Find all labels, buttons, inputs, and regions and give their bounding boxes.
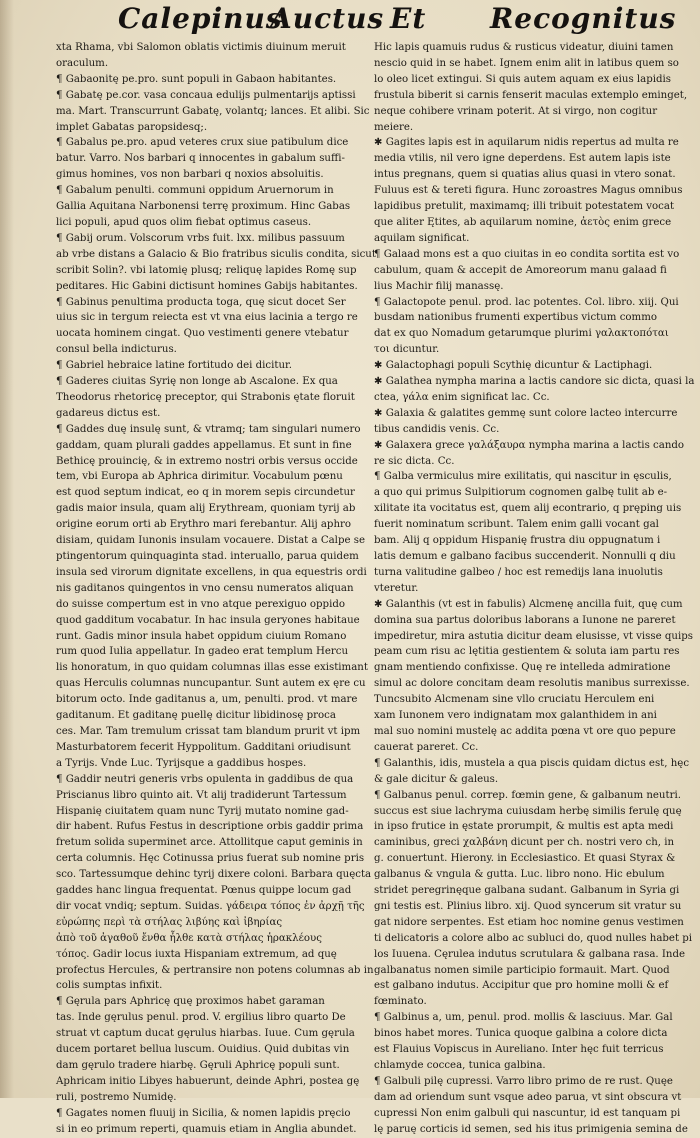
text-line: ✱ Galaxera grece γαλάξαυρα nympha marina a lactis cando: [374, 439, 685, 451]
text-line: consul bella indicturus.: [56, 344, 177, 356]
text-line: xam Iunonem vero indignatam mox galanthidem in ani: [374, 710, 657, 722]
text-line: ¶ Gabalus pe.pro. apud veteres crux siue patibulum dice: [56, 137, 349, 149]
text-line: oraculum.: [56, 57, 109, 69]
text-line: Masturbatorem fecerit Hyppolitum. Gadditani oriudisunt: [56, 741, 351, 753]
text-line: ¶ Galaad mons est a quo ciuitas in eo condita sortita est vo: [374, 248, 680, 260]
text-line: colis sumptas infixit.: [56, 980, 163, 992]
text-line: τόπος. Gadir locus iuxta Hispaniam extremum, ad quę: [56, 948, 337, 960]
text-line: Hispanię ciuitatem quam nunc Tyrij mutato nomine gad-: [56, 805, 349, 817]
text-line: ¶ Gagates nomen fluuij in Sicilia, & nomen lapidis pręcio: [56, 1107, 351, 1119]
text-line: lę paruę corticis id semen, sed his itus primigenia semina de: [374, 1123, 688, 1135]
text-line: fuerit nominatum scribunt. Talem enim galli vocant gal: [374, 519, 659, 531]
text-line: dam ad oriendum sunt vsque adeo parua, vt sint obscura vt: [374, 1091, 682, 1103]
text-line: si in eo primum reperti, quamuis etiam in Anglia abundet.: [56, 1123, 357, 1135]
text-line: ma. Mart. Transcurrunt Gabatę, volantq; lances. Et alibi. Sic: [56, 105, 370, 117]
text-line: Theodorus rhetoricę preceptor, qui Strabonis ętate floruit: [56, 391, 355, 403]
text-line: vteretur.: [374, 582, 419, 594]
text-line: gimus homines, vos non barbari q noxios absoluitis.: [56, 169, 324, 181]
running-header: [110, 2, 680, 42]
text-line: Gallia Aquitana Narbonensi terrę proximum. Hinc Gabas: [56, 201, 351, 213]
text-line: latis demum e galbano facibus succenderit. Nonnulli q diu: [374, 551, 676, 562]
right-text-column: [374, 40, 695, 1138]
text-line: ctea, γάλα enim significat lac. Cc.: [374, 391, 550, 403]
text-line: galbanus & vngula & gutta. Luc. libro nono. Hic ebulum: [374, 869, 665, 881]
text-line: ¶ Gaddes duę insulę sunt, & vtramq; tam singulari numero: [56, 423, 361, 435]
text-line: nis gaditanos quingentos in vno censu numeratos aliquan: [56, 582, 354, 594]
text-line: ptingentorum quinquaginta stad. interuallo, parua quidem: [56, 551, 359, 562]
text-line: ¶ Gabriel hebraice latine fortitudo dei dicitur.: [56, 360, 293, 372]
header-word-auctus: Auctus: [270, 2, 385, 35]
text-line: tem, vbi Europa ab Aphrica dirimitur. Vocabulum pœnu: [56, 471, 343, 483]
text-line: uius sic in tergum reiecta est vt vna eius lacinia a tergo re: [56, 312, 358, 324]
text-line: los Iuuena. Cęrulea indutus scrutulara & galbana rasa. Inde: [374, 948, 686, 960]
text-line: ✱ Galactophagi populi Scythię dicuntur & Lactiphagi.: [374, 360, 653, 372]
text-line: que aliter Ętites, ab aquilarum nomine, ἀετὸς enim grece: [374, 216, 672, 228]
text-line: domina sua partus doloribus laborans a Iunone ne pareret: [374, 614, 676, 626]
text-line: re sic dicta. Cc.: [374, 455, 455, 467]
text-line: stridet peregrinęque galbana sudant. Galbanum in Syria gi: [374, 885, 680, 897]
text-line: Priscianus libro quinto ait. Vt alij tradiderunt Tartessum: [56, 789, 347, 801]
text-line: est galbano indutus. Accipitur que pro homine molli & ef: [374, 980, 669, 992]
text-line: uocata hominem cingat. Quo vestimenti genere vtebatur: [56, 328, 349, 340]
text-line: gnam mentiendo confixisse. Quę re intelleda admiratione: [374, 662, 671, 674]
text-line: chlamyde coccea, tunica galbina.: [374, 1060, 546, 1071]
left-text-column: [56, 40, 376, 1138]
text-line: quod gadditum vocabatur. In hac insula geryones habitaue: [56, 614, 360, 626]
text-line: peditares. Hic Gabini dictisunt homines Gabijs habitantes.: [56, 280, 358, 292]
text-line: lius Machir filij manassę.: [374, 280, 504, 292]
text-line: ¶ Galactopote penul. prod. lac potentes. Col. libro. xiij. Qui: [374, 296, 679, 308]
text-line: ducem portaret bellua luscum. Ouidius. Quid dubitas vin: [56, 1044, 350, 1056]
text-line: a quo qui primus Sulpitiorum cognomen galbę tulit ab e-: [374, 487, 668, 499]
text-line: profectus Hercules, & pertransire non potens columnas ab in: [56, 964, 374, 976]
text-line: ✱ Galathea nympha marina a lactis candore sic dicta, quasi la: [374, 376, 695, 388]
text-line: frustula biberit si carnis fenserit maculas extemplo eminget,: [374, 89, 688, 101]
text-line: est quod septum indicat, eo q in morem sepis circundetur: [56, 487, 355, 499]
text-line: ¶ Gabalum penulti. communi oppidum Aruernorum in: [56, 185, 334, 197]
text-line: ¶ Gaderes ciuitas Syrię non longe ab Ascalone. Ex qua: [56, 376, 338, 388]
text-line: ἀπὸ τοῦ ἀγαθοῦ ἔνθα ἦλθε κατὰ στήλας ἡρακλέους: [56, 932, 322, 944]
text-line: gadareus dictus est.: [56, 407, 161, 419]
text-line: εὐρώπης περὶ τὰ στήλας λιβύης καὶ ἰβηρίας: [56, 916, 283, 928]
text-line: gadis maior insula, quam alij Erythream, quoniam tyrij ab: [56, 503, 356, 515]
text-line: simul ac dolore concitam deam resolutis manibus surrexisse.: [374, 678, 690, 690]
text-line: bam. Alij q oppidum Hispanię frustra diu oppugnatum i: [374, 535, 661, 547]
text-line: ¶ Gaddir neutri generis vrbs opulenta in gaddibus de qua: [56, 773, 354, 785]
text-line: tas. Inde gęrulus penul. prod. V. ergilius libro quarto De: [56, 1012, 346, 1024]
text-line: ¶ Galbanus penul. correp. fœmin gene, & galbanum neutri.: [374, 789, 681, 801]
text-line: do suisse compertum est in vno atque perexiguo oppido: [56, 598, 345, 610]
text-line: ti delicatoris a colore albo ac subluci do, quod nulles habet pi: [374, 932, 693, 944]
text-line: implet Gabatas paropsidesq;.: [56, 121, 208, 133]
text-line: cabulum, quam & accepit de Amoreorum manu galaad fi: [374, 264, 667, 276]
text-line: media vtilis, nil vero igne deperdens. Est autem lapis iste: [374, 153, 671, 165]
text-line: ¶ Gęrula pars Aphricę quę proximos habet garaman: [56, 996, 325, 1008]
text-line: lis honoratum, in quo quidam columnas illas esse existimant: [56, 662, 368, 674]
text-line: lo oleo licet extingui. Si quis autem aquam ex eius lapidis: [374, 73, 672, 85]
text-line: runt. Gadis minor insula habet oppidum ciuium Romano: [56, 630, 347, 642]
text-line: τοι dicuntur.: [374, 344, 440, 356]
text-line: lici populi, apud quos olim fiebat optimus caseus.: [56, 216, 312, 228]
text-line: busdam nationibus frumenti expertibus victum commo: [374, 312, 657, 324]
text-line: xta Rhama, vbi Salomon oblatis victimis diuinum meruit: [56, 42, 346, 53]
text-line: & gale dicitur & galeus.: [374, 773, 499, 785]
text-line: Hic lapis quamuis rudus & rusticus videatur, diuini tamen: [374, 42, 674, 53]
text-line: ¶ Galba vermiculus mire exilitatis, qui nascitur in ęsculis,: [374, 471, 672, 483]
text-line: gaditanum. Et gaditanę puellę dicitur libidinosę proca: [56, 710, 336, 722]
text-line: xilitate ita vocitatus est, quem alij econtrario, q pręping uis: [374, 503, 682, 515]
text-line: ¶ Gabij orum. Volscorum vrbs fuit. lxx. milibus passuum: [56, 232, 345, 244]
text-line: quas Herculis columnas nuncupantur. Sunt autem ex ęre cu: [56, 678, 366, 690]
text-line: ✱ Gagites lapis est in aquilarum nidis repertus ad multa re: [374, 137, 679, 149]
text-line: meiere.: [374, 121, 414, 133]
text-line: dam gęrulo tradere hiarbę. Gęruli Aphricę populi sunt.: [56, 1060, 340, 1071]
text-line: g. conuertunt. Hierony. in Ecclesiastico. Et quasi Styrax &: [374, 853, 676, 865]
text-line: gaddes hanc lingua frequentat. Pœnus quippe locum gad: [56, 885, 352, 897]
text-line: disiam, quidam Iunonis insulam vocauere. Distat a Calpe se: [56, 535, 365, 547]
text-line: gaddam, quam plurali gaddes appellamus. Et sunt in fine: [56, 439, 352, 451]
text-line: in ipso frutice in ęstate prorumpit, & multis est apta medi: [374, 821, 674, 833]
text-line: neque cohibere vrinam poterit. At si virgo, non cogitur: [374, 105, 658, 117]
text-line: ces. Mar. Tam tremulum crissat tam blandum prurit vt ipm: [56, 725, 361, 737]
text-line: dat ex quo Nomadum getarumque plurimi γαλακτοπόται: [374, 328, 669, 340]
text-line: struat vt captum ducat gęrulus hiarbas. Iuue. Cum gęrula: [56, 1028, 355, 1040]
text-line: sco. Tartessumque dehinc tyrij dixere coloni. Barbara quęcta: [56, 869, 372, 881]
header-word-calepinus: Calepinus: [118, 2, 283, 35]
text-line: bitorum octo. Inde gaditanus a, um, penulti. prod. vt mare: [56, 694, 358, 706]
text-line: origine eorum orti ab Erythro mari ferebantur. Alij aphro: [56, 519, 352, 531]
text-line: Tuncsubito Alcmenam sine vllo cruciatu Herculem eni: [374, 694, 655, 706]
text-line: Bethicę prouincię, & in extremo nostri orbis versus occide: [56, 455, 358, 467]
text-line: ✱ Galanthis (vt est in fabulis) Alcmenę ancilla fuit, quę cum: [374, 598, 683, 610]
text-line: ¶ Gabinus penultima producta toga, quę sicut docet Ser: [56, 296, 346, 308]
text-line: galbanatus nomen simile participio formauit. Mart. Quod: [374, 964, 670, 976]
text-line: est Flauius Vopiscus in Aureliano. Inter hęc fuit terricus: [374, 1044, 664, 1056]
text-line: Aphricam initio Libyes habuerunt, deinde Aphri, postea gę: [56, 1075, 360, 1087]
text-line: insula sed virorum dignitate excellens, in qua equestris ordi: [56, 566, 367, 578]
text-line: tibus candidis venis. Cc.: [374, 423, 500, 435]
text-line: fœminato.: [374, 996, 427, 1008]
text-line: caminibus, greci χαλβάνη dicunt per ch. nostri vero ch, in: [374, 837, 675, 849]
text-line: gat nidore serpentes. Est etiam hoc nomine genus vestimen: [374, 916, 684, 928]
text-line: certa columnis. Hęc Cotinussa prius fuerat sub nomine pris: [56, 853, 365, 865]
text-line: ¶ Galbinus a, um, penul. prod. mollis & lasciuus. Mar. Gal: [374, 1012, 673, 1024]
text-line: cupressi Non enim galbuli qui nascuntur, id est tanquam pi: [374, 1107, 681, 1119]
text-line: dir habent. Rufus Festus in descriptione orbis gaddir prima: [56, 821, 364, 833]
text-line: impediretur, mira astutia dicitur deam elusisse, vt visse quips: [374, 630, 693, 642]
header-word-recognitus: Recognitus: [490, 2, 677, 35]
text-line: turna valitudine galbeo / hoc est remedijs lana inuolutis: [374, 566, 663, 578]
text-line: ¶ Gabaonitę pe.pro. sunt populi in Gabaon habitantes.: [56, 73, 337, 85]
text-line: scribit Solin?. vbi latomię plusq; reliquę lapides Romę sup: [56, 264, 357, 276]
text-line: a Tyrijs. Vnde Luc. Tyrijsque a gaddibus hospes.: [56, 757, 307, 769]
binding-shadow: [0, 0, 14, 1098]
text-line: ¶ Gabatę pe.cor. vasa concaua edulijs pulmentarijs aptissi: [56, 89, 356, 101]
text-line: Fuluus est & tereti figura. Hunc zoroastres Magus omnibus: [374, 185, 683, 197]
text-line: lapidibus pretulit, maximamq; illi tribuit potestatem vocat: [374, 201, 675, 213]
text-line: succus est siue lachryma cuiusdam herbę similis ferulę quę: [374, 805, 682, 817]
text-line: intus pregnans, quem si quatias alius quasi in vtero sonat.: [374, 169, 676, 181]
text-line: ¶ Galbuli pilę cupressi. Varro libro primo de re rust. Quęe: [374, 1075, 673, 1087]
text-line: binos habet mores. Tunica quoque galbina a colore dicta: [374, 1028, 668, 1040]
text-line: aquilam significat.: [374, 232, 470, 244]
text-line: fretum solida superminet arce. Attollitque caput geminis in: [56, 837, 363, 849]
text-line: batur. Varro. Nos barbari q innocentes in gabalum suffi-: [56, 153, 345, 165]
header-word-et: Et: [390, 2, 427, 35]
text-line: ab vrbe distans a Galacio & Bio fratribus siculis condita, sicut: [56, 248, 376, 260]
text-line: ✱ Galaxia & galatites gemmę sunt colore lacteo intercurre: [374, 407, 678, 419]
text-line: gni testis est. Plinius libro. xij. Quod syncerum sit vratur su: [374, 900, 682, 912]
text-line: nescio quid in se habet. Ignem enim alit in latibus quem so: [374, 57, 679, 69]
text-line: ruli, postremo Numidę.: [56, 1091, 177, 1103]
text-line: cauerat pareret. Cc.: [374, 741, 479, 753]
text-line: rum quod Iulia appellatur. In gadeo erat templum Hercu: [56, 646, 349, 658]
text-line: mal suo nomini mustelę ac addita pœna vt ore quo pepure: [374, 725, 676, 737]
text-line: ¶ Galanthis, idis, mustela a qua piscis quidam dictus est, hęc: [374, 757, 690, 769]
text-line: dir vocat vndiq; septum. Suidas. γάδειρα τόπος ἐν ἀρχῇ τῆς: [56, 900, 365, 912]
text-line: peam cum risu ac lętitia gestientem & soluta iam partu res: [374, 646, 680, 658]
